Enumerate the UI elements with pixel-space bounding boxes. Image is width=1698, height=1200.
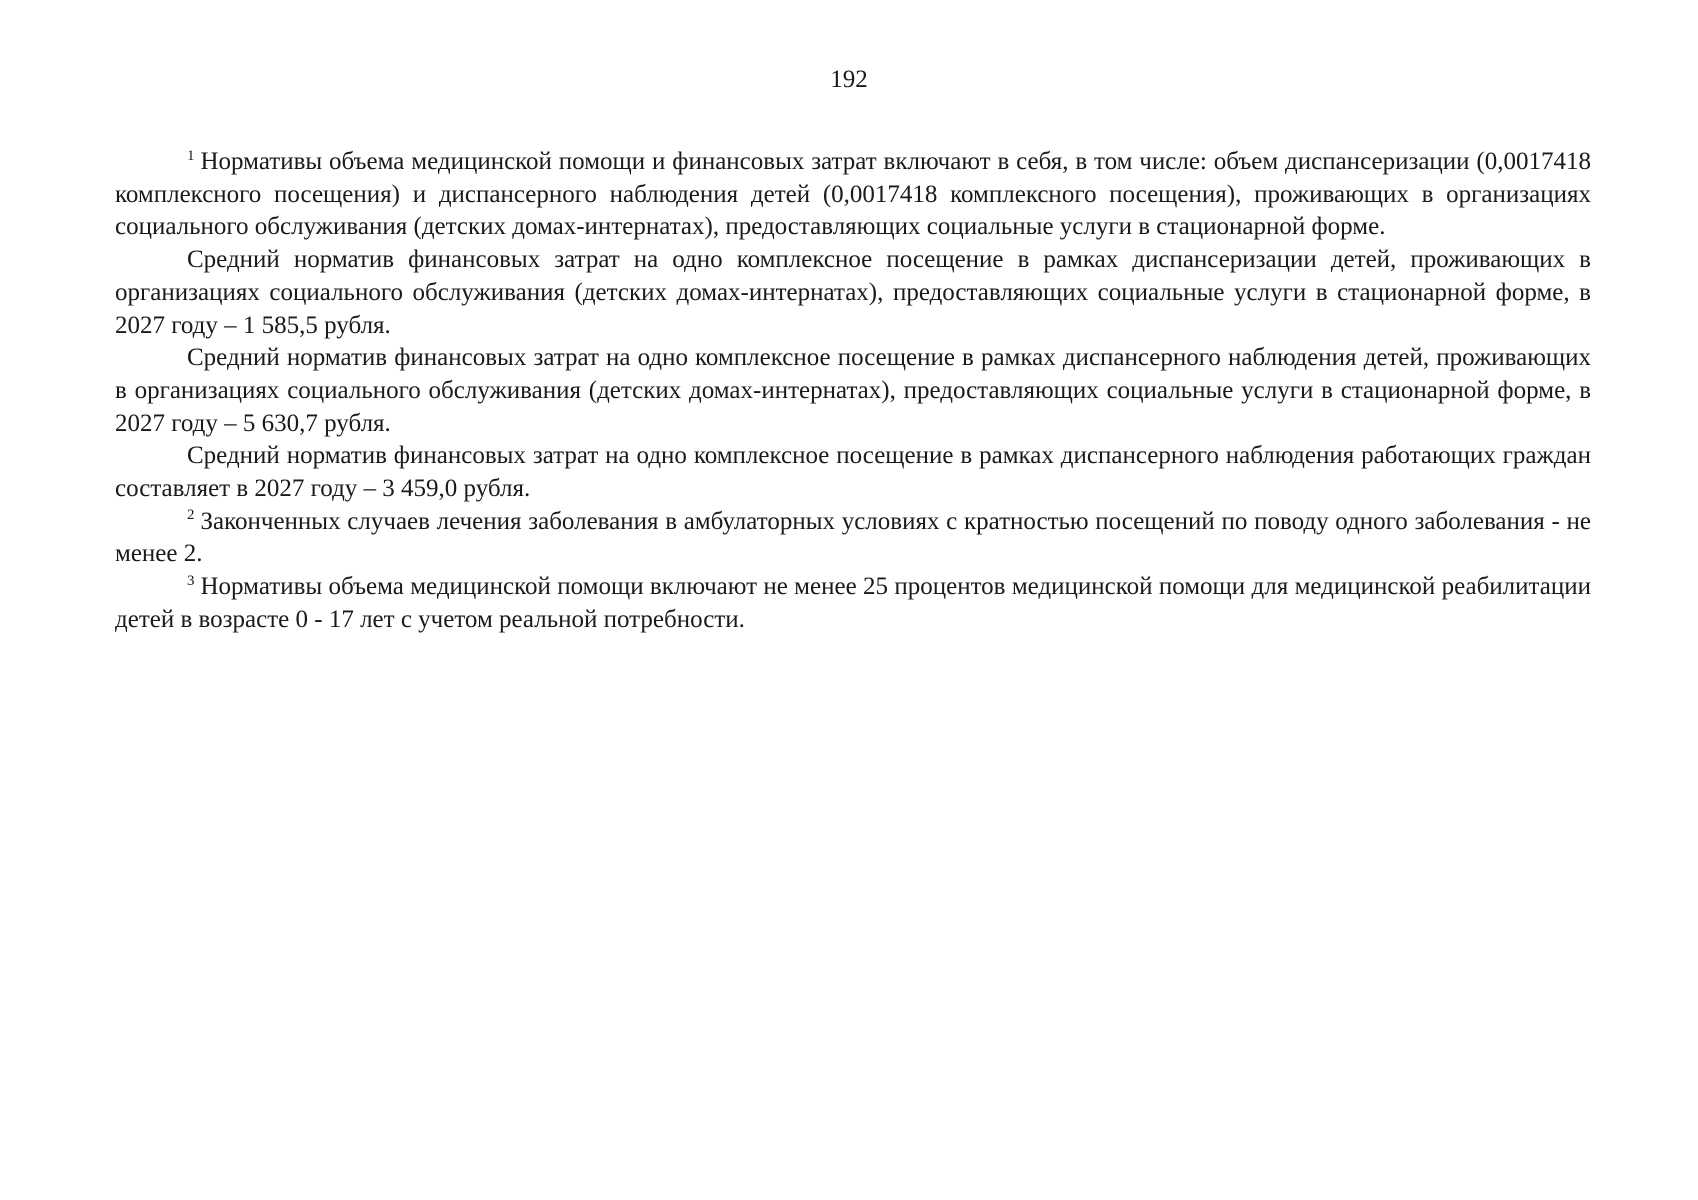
footnote-1-workers-observation-cost: [115, 440, 1591, 505]
paragraph-text: Средний норматив финансовых затрат на одно комплексное посещение в рамках диспансерного наблюдения работающих граждан составляет в 2027 году – 3 459,0 рубля.: [115, 442, 1591, 503]
page-number: 192: [830, 66, 868, 93]
footnote-3-marker: 3: [187, 572, 195, 589]
footnote-1-marker: 1: [187, 147, 195, 164]
footnote-2: [115, 506, 1591, 571]
footnote-1-children-observation-cost: [115, 342, 1591, 440]
footnote-1-text: Нормативы объема медицинской помощи и финансовых затрат включают в себя, в том числе: объем диспансеризации (0,0017418 комплексного посещения) и диспансерного наблюдения детей (0,0017418 комплексного посещения), проживающих в организациях социального обслуживания (детских домах-интернатах), предоставляющих социальные услуги в стационарной форме.: [115, 148, 1591, 241]
paragraph-text: Средний норматив финансовых затрат на одно комплексное посещение в рамках диспансеризации детей, проживающих в организациях социального обслуживания (детских домах-интернатах), предоставляющих социальные услуги в стационарной форме, в 2027 году – 1 585,5 рубля.: [115, 246, 1591, 339]
paragraph-text: Средний норматив финансовых затрат на одно комплексное посещение в рамках диспансерного наблюдения детей, проживающих в организациях социального обслуживания (детских домах-интернатах), предоставляющих социальные услуги в стационарной форме, в 2027 году – 5 630,7 рубля.: [115, 344, 1591, 437]
footnote-2-marker: 2: [187, 507, 195, 524]
footnote-3-text: Нормативы объема медицинской помощи включают не менее 25 процентов медицинской помощи для медицинской реабилитации детей в возрасте 0 - 17 лет с учетом реальной потребности.: [115, 573, 1591, 633]
footnote-3: [115, 571, 1591, 636]
footnote-1-children-screening-cost: [115, 244, 1591, 342]
footnotes-section: [115, 146, 1591, 637]
footnote-1: [115, 146, 1591, 244]
footnote-2-text: Законченных случаев лечения заболевания в амбулаторных условиях с кратностью посещений по поводу одного заболевания - не менее 2.: [115, 507, 1591, 568]
